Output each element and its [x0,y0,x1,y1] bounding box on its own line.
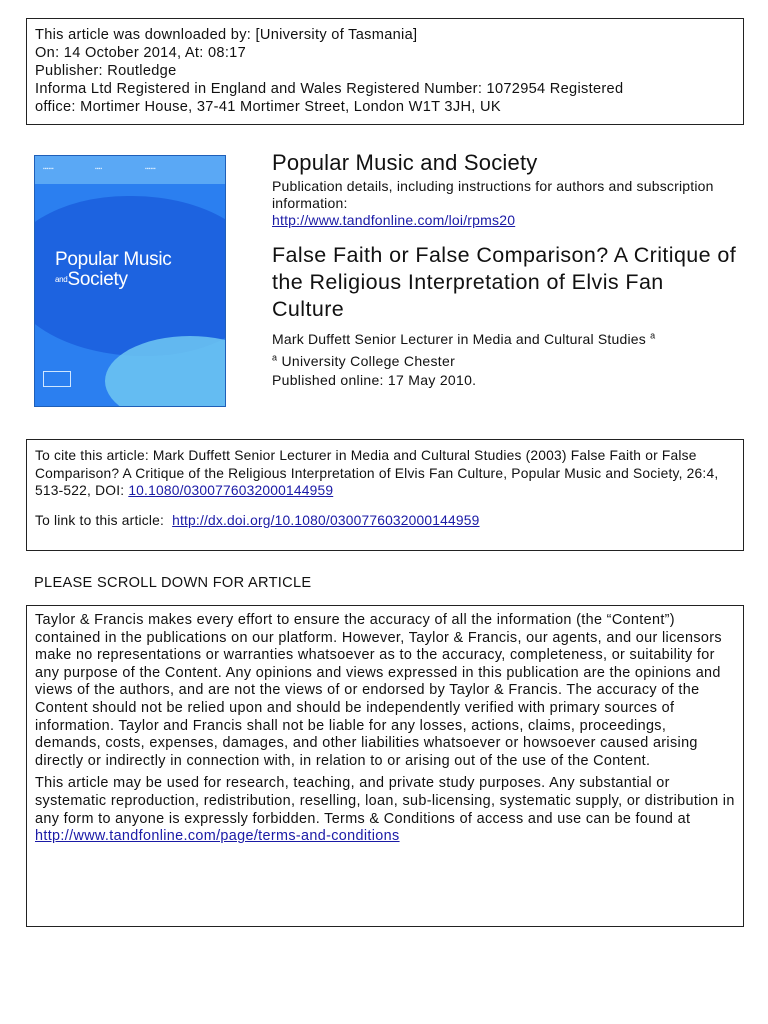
publication-details [272,178,732,229]
download-line: This article was downloaded by: [University of Tasmania] [35,27,418,43]
cover-title-line1: Popular Music [55,249,172,270]
citation-text [35,447,735,500]
article-link-label: To link to this article: [35,512,165,528]
usage-paragraph [35,775,735,845]
journal-cover-image [34,155,226,407]
affiliation-line [272,353,455,369]
doi-link[interactable]: 10.1080/0300776032000144959 [128,483,334,498]
article-doi-url-link[interactable]: http://dx.doi.org/10.1080/0300776032000144959 [172,512,480,528]
author-line [272,331,655,347]
published-date: Published online: 17 May 2010. [272,372,477,388]
article-link-row [35,512,735,530]
cover-title-and: and [55,275,68,284]
disclaimer-box [26,605,744,927]
registration-line: Informa Ltd Registered in England and Wales Registered Number: 1072954 Registered [35,81,624,97]
affiliation-marker: a [272,352,278,363]
cover-title [55,250,171,290]
usage-text: This article may be used for research, teaching, and private study purposes. Any substantial or systematic reproduction, redistribution, reselling, loan, sub-licensing, systematic supply, or distribution in any form to anyone is expressly forbidden. Terms & Conditions of access and use can be found at [35,775,735,827]
journal-title: Popular Music and Society [272,150,538,175]
publisher-line: Publisher: Routledge [35,63,177,79]
download-notice-box [26,18,744,125]
disclaimer-paragraph: Taylor & Francis makes every effort to ensure the accuracy of all the information (the “Content”) contained in the publications on our platform. However, Taylor & Francis, our agents, and our licensors make no representations or warranties whatsoever as to the accuracy, completeness, or suitability for any purpose of the Content. Any opinions and views expressed in this publication are the opinions and views of the authors, and are not the views of or endorsed by Taylor & Francis. The accuracy of the Content should not be relied upon and should be independently verified with primary sources of information. Taylor and Francis shall not be liable for any losses, actions, claims, proceedings, demands, costs, expenses, damages, and other liabilities whatsoever or howsoever caused arising directly or indirectly in connection with, in relation to or arising out of the use of the Content. [35,612,722,769]
scroll-down-notice: PLEASE SCROLL DOWN FOR ARTICLE [34,575,312,591]
author-name: Mark Duffett Senior Lecturer in Media and Cultural Studies [272,331,646,347]
affiliation-name: University College Chester [281,353,456,369]
office-line: office: Mortimer House, 37-41 Mortimer Street, London W1T 3JH, UK [35,99,501,115]
download-date-line: On: 14 October 2014, At: 08:17 [35,45,247,61]
journal-url-link[interactable]: http://www.tandfonline.com/loi/rpms20 [272,212,516,228]
terms-conditions-link[interactable]: http://www.tandfonline.com/page/terms-and-conditions [35,828,400,845]
author-affiliation-marker: a [650,330,656,341]
cover-title-line2: Society [67,269,128,291]
publication-details-text: Publication details, including instructions for authors and subscription information: [272,178,714,211]
citation-box [26,439,744,551]
citation-body: To cite this article: Mark Duffett Senior Lecturer in Media and Cultural Studies (2003) False Faith or False Comparison? A Critique of the Religious Interpretation of Elvis Fan Culture, Popular Music and Society, 26:4, 513-522, DOI: [35,448,719,498]
cover-top-band: ▪▪▪▪▪▪ ▪▪▪▪ ▪▪▪▪▪▪ [35,156,225,184]
article-title: False Faith or False Comparison? A Critique of the Religious Interpretation of Elvis Fan Culture [272,243,737,321]
publisher-logo-icon [43,371,71,387]
